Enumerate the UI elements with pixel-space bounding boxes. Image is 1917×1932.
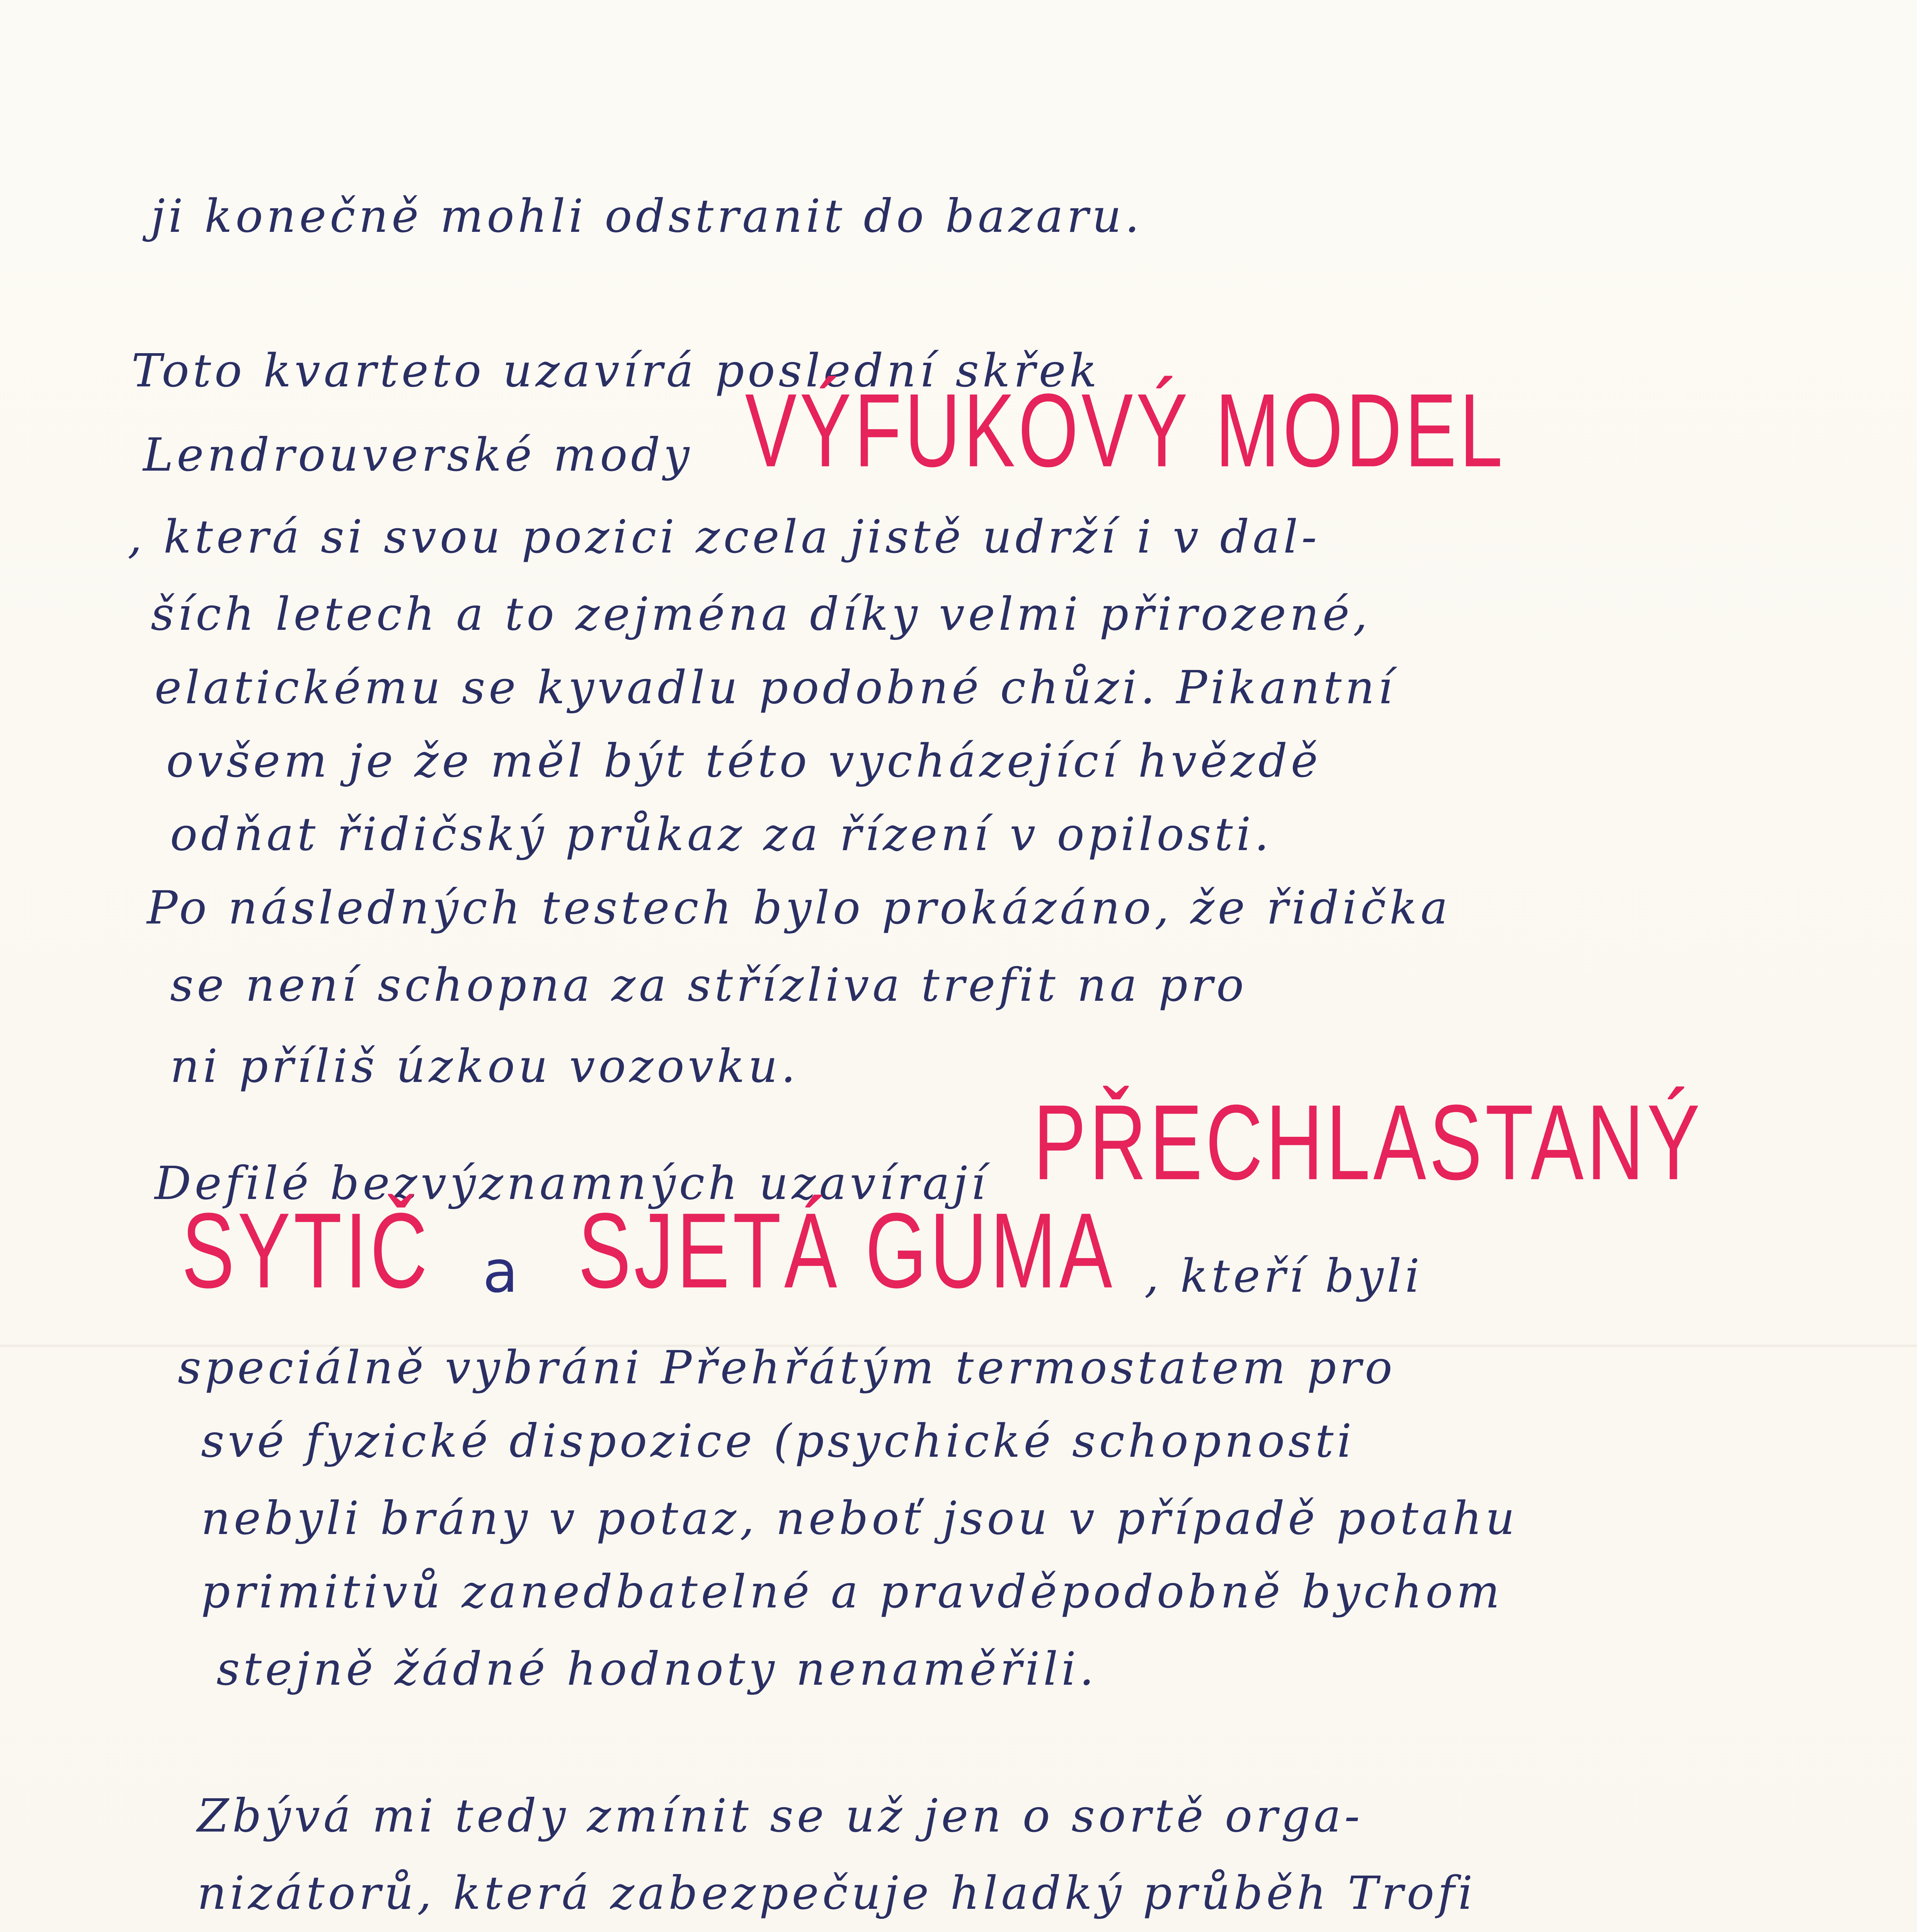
highlight-nickname: SJETÁ GUMA xyxy=(578,1191,1115,1311)
text-line: elatickému se kyvadlu podobné chůzi. Pikantní xyxy=(155,661,1396,714)
text-line: stejně žádné hodnoty nenaměřili. xyxy=(216,1642,1098,1696)
text-line-with-highlight xyxy=(143,372,1506,489)
line-text: Lendrouverské mody xyxy=(143,428,693,481)
text-line: ovšem je že měl být této vycházející hvězdě xyxy=(166,734,1321,787)
text-line: Toto kvarteto uzavírá poslední skřek xyxy=(131,344,1101,397)
text-line: primitivů zanedbatelné a pravděpodobně bychom xyxy=(201,1565,1503,1618)
highlight-nickname: VÝFUKOVÝ MODEL xyxy=(745,372,1506,489)
line-text: , kteří byli xyxy=(1144,1249,1423,1303)
highlight-nickname: SYTIČ xyxy=(182,1191,431,1311)
text-line: nizátorů, která zabezpečuje hladký průběh Trofi xyxy=(197,1866,1476,1920)
text-line-with-highlight xyxy=(182,1191,1423,1311)
text-line: ni příliš úzkou vozovku. xyxy=(170,1039,799,1093)
text-line: Po následných testech bylo prokázáno, že řidička xyxy=(147,881,1451,934)
text-line: se není schopna za střízliva trefit na pro xyxy=(170,958,1248,1012)
text-line: ji konečně mohli odstranit do bazaru. xyxy=(151,189,1143,243)
text-line: odňat řidičský průkaz za řízení v opilosti. xyxy=(170,808,1272,861)
line-text: Defilé bezvýznamných uzavírají xyxy=(155,1156,989,1210)
text-line: , která si svou pozici zcela jistě udrží i v dal- xyxy=(128,510,1321,563)
text-line: nebyli brány v potaz, neboť jsou v případě potahu xyxy=(201,1492,1519,1545)
connector-word: a xyxy=(482,1238,518,1306)
text-line: Zbývá mi tedy zmínit se už jen o sortě orga- xyxy=(197,1789,1364,1842)
text-line: speciálně vybráni Přehřátým termostatem pro xyxy=(178,1341,1396,1394)
text-line: ších letech a to zejména díky velmi přirozené, xyxy=(151,587,1371,641)
text-line: své fyzické dispozice (psychické schopnosti xyxy=(201,1414,1355,1468)
highlight-nickname: PŘECHLASTANÝ xyxy=(1033,1083,1703,1202)
